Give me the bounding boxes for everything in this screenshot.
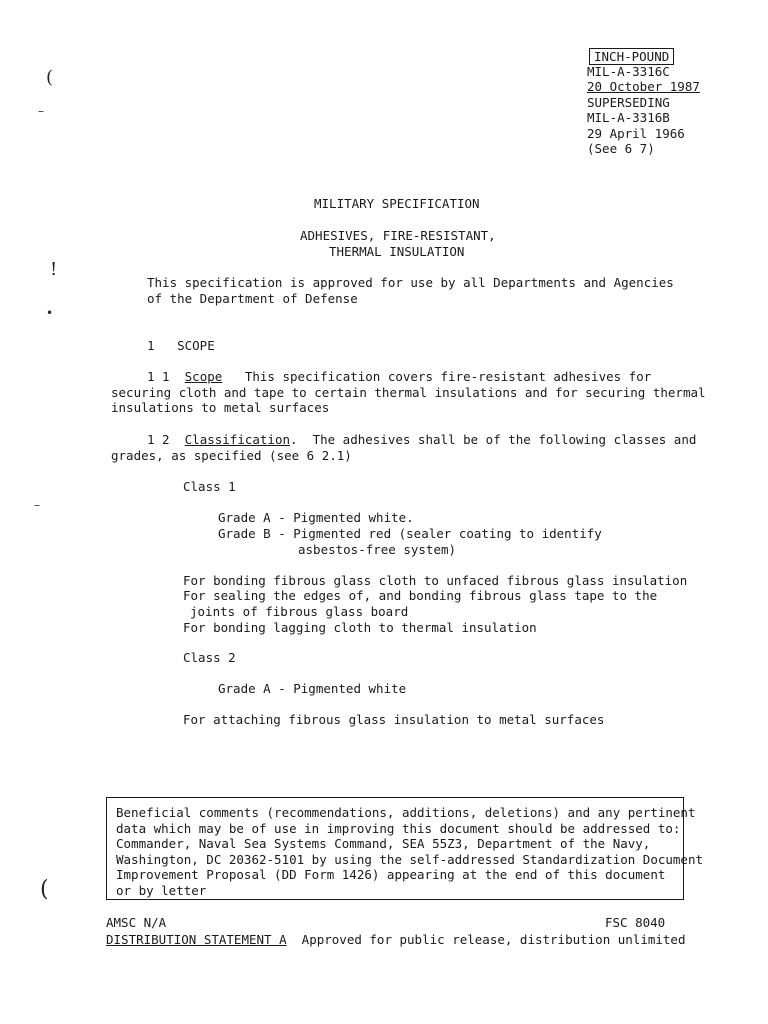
class-1-use-2-line1: For sealing the edges of, and bonding fibrous glass tape to the [183, 588, 658, 603]
amsc-code: AMSC N/A [106, 915, 167, 930]
fsc-code: FSC 8040 [605, 915, 666, 930]
comments-line: or by letter [116, 882, 207, 898]
comments-line: Beneficial comments (recommendations, additions, deletions) and any pertinent [116, 805, 696, 820]
margin-mark: ! [50, 259, 58, 280]
paragraph-1-1-line2: securing cloth and tape to certain thermal insulations and for securing thermal [111, 385, 706, 400]
document-header [587, 48, 700, 157]
distribution-label: DISTRIBUTION STATEMENT A [106, 932, 287, 947]
inch-pound-label: INCH-POUND [589, 48, 674, 65]
document-date: 20 October 1987 [587, 79, 700, 94]
paragraph-number: 1 2 [147, 432, 170, 447]
paragraph-1-1-first-line [147, 369, 651, 385]
class-2-label: Class 2 [183, 650, 236, 665]
class-1-grade-a: Grade A - Pigmented white. [218, 510, 414, 525]
class-1-grade-b-line2: asbestos-free system) [298, 542, 457, 557]
see-note: (See 6 7) [587, 141, 655, 156]
superseded-date: 29 April 1966 [587, 125, 685, 141]
paragraph-text: . The adhesives shall be of the following classes and [290, 432, 697, 447]
spec-type-title: MILITARY SPECIFICATION [314, 196, 480, 211]
margin-mark: • [46, 306, 54, 320]
comments-line: Improvement Proposal (DD Form 1426) appearing at the end of this document [116, 867, 666, 882]
class-2-grade-a: Grade A - Pigmented white [218, 681, 407, 696]
superseded-id: MIL-A-3316B [587, 110, 670, 125]
document-id: MIL-A-3316C [587, 63, 670, 79]
margin-mark: – [34, 498, 40, 512]
paragraph-number: 1 1 [147, 369, 170, 384]
paragraph-title: Scope [184, 369, 223, 384]
paragraph-text: This specification covers fire-resistant adhesives for [244, 369, 652, 384]
paragraph-1-2-first-line [147, 432, 696, 448]
comments-line: Washington, DC 20362-5101 by using the self-addressed Standardization Document [116, 851, 703, 867]
approval-line2: of the Department of Defense [147, 291, 358, 306]
paragraph-1-1-line3: insulations to metal surfaces [111, 400, 330, 415]
margin-mark: ( [46, 67, 54, 88]
margin-mark: – [38, 104, 44, 118]
class-1-grade-b-line1: Grade B - Pigmented red (sealer coating to identify [218, 526, 602, 541]
distribution-text: Approved for public release, distribution unlimited [286, 932, 686, 947]
spec-title-line2: THERMAL INSULATION [329, 244, 465, 259]
margin-mark: ( [40, 877, 49, 902]
class-2-use-1: For attaching fibrous glass insulation to metal surfaces [183, 712, 605, 727]
beneficial-comments-box [106, 797, 703, 900]
section-heading-scope: 1 SCOPE [147, 338, 215, 353]
approval-line1: This specification is approved for use by all Departments and Agencies [147, 275, 674, 290]
comments-line: Commander, Naval Sea Systems Command, SEA 55Z3, Department of the Navy, [116, 836, 651, 851]
class-1-label: Class 1 [183, 479, 236, 494]
distribution-statement [106, 932, 685, 948]
paragraph-1-2-line2: grades, as specified (see 6 2.1) [111, 448, 352, 463]
class-1-use-3: For bonding lagging cloth to thermal insulation [183, 620, 537, 635]
comments-line: data which may be of use in improving this document should be addressed to: [116, 820, 681, 836]
superseding-label: SUPERSEDING [587, 94, 670, 110]
class-1-use-1: For bonding fibrous glass cloth to unfaced fibrous glass insulation [183, 573, 688, 588]
class-1-use-2-line2: joints of fibrous glass board [190, 604, 409, 619]
paragraph-title: Classification [184, 432, 290, 447]
spec-title-line1: ADHESIVES, FIRE-RESISTANT, [300, 228, 496, 243]
